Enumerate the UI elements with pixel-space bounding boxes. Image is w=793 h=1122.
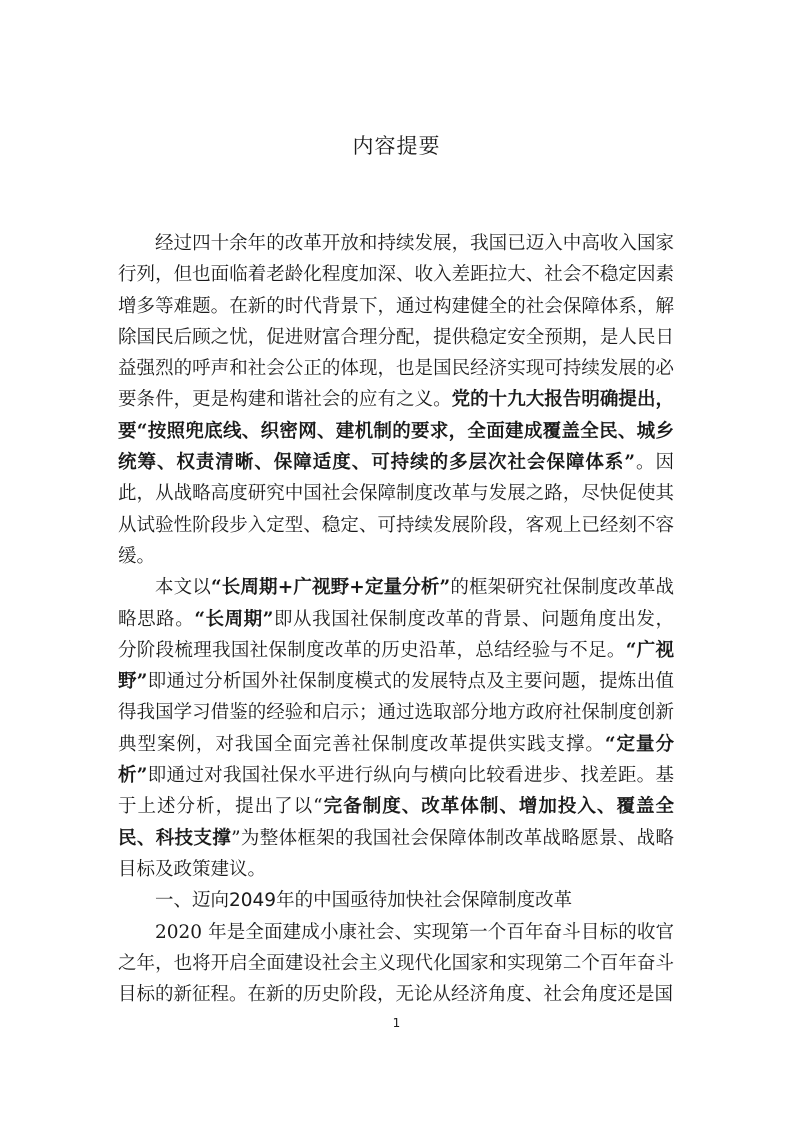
paragraph-2020: 2020 年是全面建成小康社会、实现第一个百年奋斗目标的收官之年，也将开启全面建设社会主义现代化国家和实现第二个百年奋斗目标的新征程。在新的历史阶段，无论从经济角度、社会角度还是国 [118, 921, 674, 1006]
text-run: 即通过分析国外社保制度模式的发展特点及主要问题，提炼出值得我国学习借鉴的经验和启示；通过选取部分地方政府社保制度创新典型案例，对我国全面完善社保制度改革提供实践支撑。 [118, 671, 674, 755]
page-title: 内容提要 [352, 134, 441, 158]
text-run: 即通过对我国社保水平进行纵向与横向比较看进步、找差距。基于上述分析，提出了以“ [118, 765, 674, 818]
text-run: 经过四十余年的改革开放和持续发展，我国已迈入中高收入国家行列，但也面临着老龄化程度加深、收入差距拉大、社会不稳定因素增多等难题。在新的时代背景下，通过构建健全的社会保障体系，解除国民后顾之忧，促进财富合理分配，提供稳定安全预期，是人民日益强烈的呼声和社会公正的体现，也是国民经济实现可持续发展的必要条件，更是构建和谐社会的应有之义。 [118, 233, 674, 411]
bold-run: “广视野” [118, 639, 674, 693]
document-body [118, 228, 674, 1010]
bold-run: “长周期” [194, 608, 274, 630]
text-run: 的框架研究社保制度改革战略思路。 [118, 577, 674, 630]
bold-run: “长周期+广视野+定量分析” [210, 577, 451, 599]
paragraph-framework [118, 572, 674, 885]
text-run: 本文以 [155, 577, 211, 599]
text-run: 。因此，从战略高度研究中国社会保障制度改革与发展之路，尽快促使其从试验性阶段步入定型、稳定、可持续发展阶段，客观上已经刻不容缓。 [118, 452, 674, 567]
page-number: 1 [392, 1016, 401, 1030]
text-run: 即从我国社保制度改革的背景、问题角度出发，分阶段梳理我国社保制度改革的历史沿革，总结经验与不足。 [118, 608, 674, 661]
bold-run: “定量分析” [118, 733, 674, 787]
bold-run: 完备制度、改革体制、增加投入、覆盖全民、科技支撑 [118, 796, 674, 849]
bold-run: 党的十九大报告明确提出，要“按照兜底线、织密网、建机制的要求，全面建成覆盖全民、城乡统筹、权责清晰、保障适度、可持续的多层次社会保障体系” [118, 389, 674, 474]
text-run: ”为整体框架的我国社会保障体制改革战略愿景、战略目标及政策建议。 [118, 827, 674, 880]
paragraph-intro [118, 228, 674, 572]
section-heading: 一、迈向2049年的中国亟待加快社会保障制度改革 [155, 890, 573, 912]
